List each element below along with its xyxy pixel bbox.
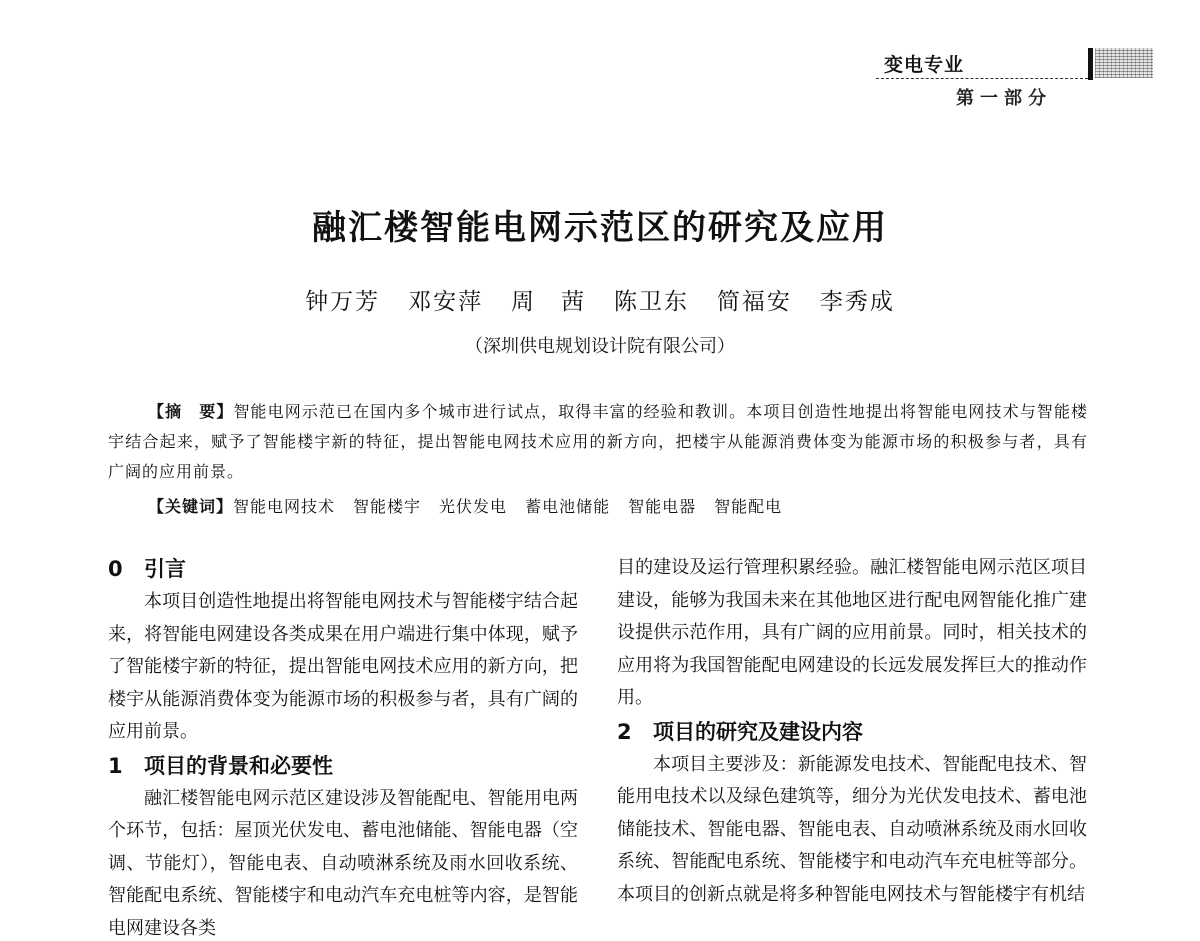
abstract-text: 智能电网示范已在国内多个城市进行试点，取得丰富的经验和教训。本项目创造性地提出将智能电网技术与智能楼宇结合起来，赋予了智能楼宇新的特征，提出智能电网技术应用的新方向，把楼宇从能源消费体变为能源市场的积极参与者，具有广阔的应用前景。 (108, 402, 1088, 481)
header-part: 第一部分 (956, 88, 1052, 109)
author-name: 李秀成 (819, 289, 895, 315)
section-heading (617, 715, 1087, 749)
body-paragraph: 本项目创造性地提出将智能电网技术与智能楼宇结合起来，将智能电网建设各类成果在用户端进行集中体现，赋予了智能楼宇新的特征，提出智能电网技术应用的新方向，把楼宇从能源消费体变为能源市场的积极参与者，具有广阔的应用前景。 (108, 591, 578, 742)
keyword: 光伏发电 (439, 497, 508, 516)
author-name: 简福安 (716, 289, 792, 315)
section-heading (108, 749, 578, 783)
section-number: 0 (108, 557, 123, 581)
body-paragraph: 融汇楼智能电网示范区建设涉及智能配电、智能用电两个环节，包括：屋顶光伏发电、蓄电池储能、智能电器（空调、节能灯），智能电表、自动喷淋系统及雨水回收系统、智能配电系统、智能楼宇和电动汽车充电桩等内容，是智能电网建设各类 (108, 787, 578, 939)
author-name: 周 茜 (511, 289, 587, 315)
author-affiliation: （深圳供电规划设计院有限公司） (465, 336, 735, 357)
author-name: 陈卫东 (613, 289, 689, 315)
section-title: 项目的研究及建设内容 (653, 719, 863, 744)
keyword: 智能电网技术 (233, 497, 336, 516)
right-column (617, 552, 1087, 911)
left-column (108, 552, 578, 941)
section-number: 2 (617, 719, 632, 744)
keyword: 蓄电池储能 (525, 497, 611, 516)
abstract (108, 397, 1088, 487)
section-title: 项目的背景和必要性 (144, 753, 333, 778)
section-heading (108, 552, 578, 586)
header-rule (876, 78, 1088, 79)
paper-title: 融汇楼智能电网示范区的研究及应用 (312, 208, 888, 248)
keyword: 智能配电 (714, 497, 783, 516)
header-category: 变电专业 (884, 54, 965, 76)
author-name: 邓安萍 (408, 289, 484, 315)
keyword: 智能楼宇 (353, 497, 422, 516)
section-title: 引言 (144, 557, 186, 581)
abstract-label: 【摘 要】 (148, 402, 234, 421)
header-bar (1088, 48, 1093, 80)
author-list (0, 283, 1200, 316)
keywords-label: 【关键词】 (148, 497, 234, 516)
body-paragraph-continued: 目的建设及运行管理积累经验。融汇楼智能电网示范区项目建设，能够为我国未来在其他地区进行配电网智能化推广建设提供示范作用，具有广阔的应用前景。同时，相关技术的应用将为我国智能配电网建设的长远发展发挥巨大的推动作用。 (617, 557, 1087, 708)
header-pattern (1095, 48, 1153, 78)
body-paragraph: 本项目主要涉及：新能源发电技术、智能配电技术、智能用电技术以及绿色建筑等，细分为光伏发电技术、蓄电池储能技术、智能电器、智能电表、自动喷淋系统及雨水回收系统、智能配电系统、智能楼宇和电动汽车充电桩等部分。本项目的创新点就是将多种智能电网技术与智能楼宇有机结 (617, 753, 1087, 905)
keywords (148, 492, 1088, 522)
section-number: 1 (108, 753, 123, 778)
keyword: 智能电器 (628, 497, 697, 516)
author-name: 钟万芳 (305, 289, 381, 315)
